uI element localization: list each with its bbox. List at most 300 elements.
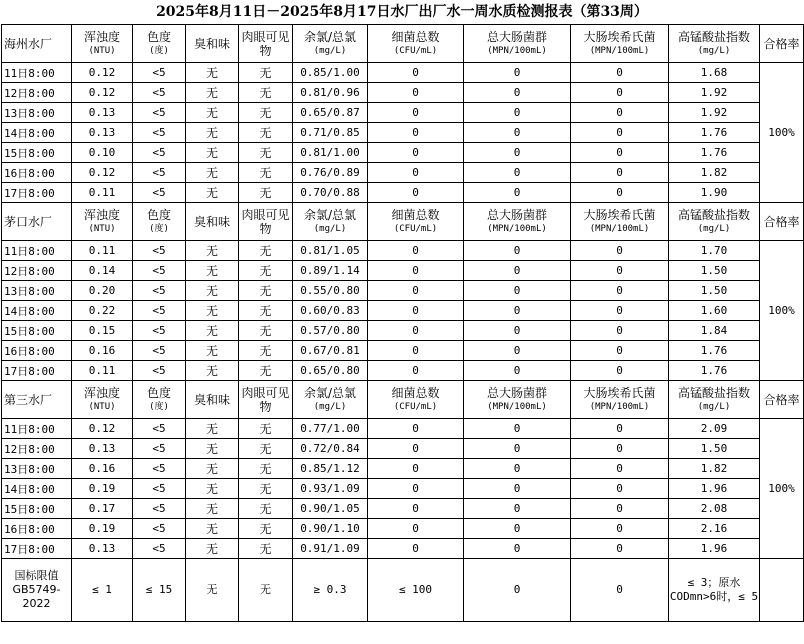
pass-rate-value: 100% — [760, 63, 804, 203]
cell-color: <5 — [133, 459, 186, 479]
table-row — [2, 281, 804, 301]
cell-bacteria: 0 — [368, 459, 464, 479]
table-row — [2, 63, 804, 83]
column-header-label: 臭和味 — [193, 214, 230, 229]
row-date: 13日8:00 — [2, 459, 72, 479]
cell-visible-matter: 无 — [239, 103, 293, 123]
table-row — [2, 163, 804, 183]
cell-bacteria: 0 — [368, 519, 464, 539]
cell-bacteria: 0 — [368, 281, 464, 301]
cell-bacteria: 0 — [368, 241, 464, 261]
cell-e-coli: 0 — [571, 261, 669, 281]
cell-visible-matter: 无 — [239, 261, 293, 281]
cell-color: <5 — [133, 163, 186, 183]
cell-turbidity: 0.11 — [72, 241, 133, 261]
column-header-label: 高锰酸盐指数 — [677, 29, 750, 44]
limit-permanganate: ≤ 3；原水CODmn>6时，≤ 5 — [669, 559, 760, 622]
table-row — [2, 341, 804, 361]
cell-bacteria: 0 — [368, 123, 464, 143]
cell-visible-matter: 无 — [239, 301, 293, 321]
cell-bacteria: 0 — [368, 321, 464, 341]
cell-coliform: 0 — [464, 519, 571, 539]
cell-permanganate: 1.96 — [669, 479, 760, 499]
cell-bacteria: 0 — [368, 499, 464, 519]
column-header-label: 臭和味 — [193, 392, 230, 407]
column-header-unit: (CFU/mL) — [393, 45, 438, 56]
cell-odor: 无 — [186, 103, 239, 123]
table-row — [2, 539, 804, 559]
column-header-label: 总大肠菌群 — [486, 385, 547, 400]
row-date: 15日8:00 — [2, 143, 72, 163]
column-header-label: 总大肠菌群 — [486, 29, 547, 44]
column-header-chlorine — [293, 203, 368, 241]
cell-coliform: 0 — [464, 183, 571, 203]
cell-odor: 无 — [186, 83, 239, 103]
cell-permanganate: 1.82 — [669, 163, 760, 183]
column-header-unit: (MPN/100mL) — [589, 401, 650, 412]
cell-coliform: 0 — [464, 479, 571, 499]
column-header-permanganate — [669, 25, 760, 63]
limit-chlorine: ≥ 0.3 — [293, 559, 368, 622]
column-header-label: 高锰酸盐指数 — [677, 385, 750, 400]
cell-e-coli: 0 — [571, 361, 669, 381]
column-header-label: 大肠埃希氏菌 — [583, 385, 656, 400]
table-row — [2, 459, 804, 479]
row-date: 13日8:00 — [2, 281, 72, 301]
cell-coliform: 0 — [464, 539, 571, 559]
cell-coliform: 0 — [464, 321, 571, 341]
column-header-unit: (MPN/100mL) — [487, 401, 547, 412]
cell-coliform: 0 — [464, 123, 571, 143]
cell-color: <5 — [133, 83, 186, 103]
limit-color: ≤ 15 — [133, 559, 186, 622]
row-date: 15日8:00 — [2, 321, 72, 341]
cell-color: <5 — [133, 499, 186, 519]
cell-bacteria: 0 — [368, 341, 464, 361]
cell-coliform: 0 — [464, 419, 571, 439]
cell-odor: 无 — [186, 539, 239, 559]
column-header-label: 肉眼可见物 — [241, 29, 290, 58]
cell-visible-matter: 无 — [239, 519, 293, 539]
cell-color: <5 — [133, 63, 186, 83]
table-row — [2, 183, 804, 203]
cell-turbidity: 0.12 — [72, 83, 133, 103]
column-header-label: 肉眼可见物 — [241, 207, 290, 236]
table-row — [2, 241, 804, 261]
cell-permanganate: 1.96 — [669, 539, 760, 559]
cell-e-coli: 0 — [571, 143, 669, 163]
cell-visible-matter: 无 — [239, 459, 293, 479]
column-header-unit: (度) — [149, 223, 169, 234]
cell-chlorine: 0.93/1.09 — [293, 479, 368, 499]
cell-visible-matter: 无 — [239, 281, 293, 301]
column-header-odor — [186, 381, 239, 419]
table-row — [2, 123, 804, 143]
cell-permanganate: 1.60 — [669, 301, 760, 321]
cell-e-coli: 0 — [571, 241, 669, 261]
cell-odor: 无 — [186, 301, 239, 321]
column-header-color — [133, 381, 186, 419]
table-row — [2, 301, 804, 321]
cell-color: <5 — [133, 479, 186, 499]
row-date: 14日8:00 — [2, 301, 72, 321]
cell-visible-matter: 无 — [239, 83, 293, 103]
cell-chlorine: 0.90/1.05 — [293, 499, 368, 519]
cell-e-coli: 0 — [571, 103, 669, 123]
row-date: 16日8:00 — [2, 341, 72, 361]
cell-chlorine: 0.89/1.14 — [293, 261, 368, 281]
column-header-e-coli — [571, 25, 669, 63]
cell-coliform: 0 — [464, 301, 571, 321]
column-header-coliform — [464, 203, 571, 241]
column-header-bacteria — [368, 25, 464, 63]
row-date: 16日8:00 — [2, 163, 72, 183]
column-header-coliform — [464, 381, 571, 419]
cell-coliform: 0 — [464, 261, 571, 281]
water-quality-table — [1, 24, 804, 622]
cell-color: <5 — [133, 439, 186, 459]
cell-e-coli: 0 — [571, 183, 669, 203]
cell-odor: 无 — [186, 419, 239, 439]
cell-turbidity: 0.19 — [72, 479, 133, 499]
column-header-label: 细菌总数 — [391, 207, 440, 222]
cell-coliform: 0 — [464, 143, 571, 163]
limit-bacteria: ≤ 100 — [368, 559, 464, 622]
table-row — [2, 143, 804, 163]
cell-turbidity: 0.13 — [72, 123, 133, 143]
column-header-odor — [186, 203, 239, 241]
plant-header-row — [2, 381, 804, 419]
cell-chlorine: 0.90/1.10 — [293, 519, 368, 539]
cell-visible-matter: 无 — [239, 321, 293, 341]
cell-color: <5 — [133, 261, 186, 281]
column-header-chlorine — [293, 25, 368, 63]
cell-coliform: 0 — [464, 361, 571, 381]
column-header-color — [133, 203, 186, 241]
cell-odor: 无 — [186, 499, 239, 519]
column-header-unit: (NTU) — [88, 45, 116, 56]
cell-chlorine: 0.70/0.88 — [293, 183, 368, 203]
cell-color: <5 — [133, 519, 186, 539]
plant-name: 海州水厂 — [2, 25, 72, 63]
table-row — [2, 361, 804, 381]
cell-coliform: 0 — [464, 281, 571, 301]
cell-bacteria: 0 — [368, 83, 464, 103]
plant-name: 茅口水厂 — [2, 203, 72, 241]
cell-visible-matter: 无 — [239, 63, 293, 83]
cell-bacteria: 0 — [368, 183, 464, 203]
cell-e-coli: 0 — [571, 321, 669, 341]
cell-visible-matter: 无 — [239, 361, 293, 381]
cell-odor: 无 — [186, 281, 239, 301]
plant-header-row — [2, 203, 804, 241]
cell-e-coli: 0 — [571, 341, 669, 361]
cell-permanganate: 1.68 — [669, 63, 760, 83]
cell-color: <5 — [133, 419, 186, 439]
column-header-unit: (CFU/mL) — [393, 223, 438, 234]
column-header-unit: (度) — [149, 45, 169, 56]
cell-e-coli: 0 — [571, 63, 669, 83]
row-date: 15日8:00 — [2, 499, 72, 519]
pass-rate-header: 合格率 — [760, 381, 804, 419]
cell-chlorine: 0.65/0.87 — [293, 103, 368, 123]
row-date: 16日8:00 — [2, 519, 72, 539]
cell-turbidity: 0.17 — [72, 499, 133, 519]
limit-odor: 无 — [186, 559, 239, 622]
column-header-turbidity — [72, 25, 133, 63]
cell-odor: 无 — [186, 479, 239, 499]
cell-bacteria: 0 — [368, 361, 464, 381]
cell-odor: 无 — [186, 143, 239, 163]
column-header-label: 余氯/总氯 — [303, 29, 357, 44]
cell-coliform: 0 — [464, 439, 571, 459]
cell-color: <5 — [133, 103, 186, 123]
column-header-label: 细菌总数 — [391, 29, 440, 44]
table-row — [2, 439, 804, 459]
cell-bacteria: 0 — [368, 103, 464, 123]
cell-color: <5 — [133, 143, 186, 163]
cell-turbidity: 0.12 — [72, 63, 133, 83]
cell-color: <5 — [133, 281, 186, 301]
cell-chlorine: 0.85/1.00 — [293, 63, 368, 83]
column-header-label: 余氯/总氯 — [303, 385, 357, 400]
column-header-chlorine — [293, 381, 368, 419]
cell-bacteria: 0 — [368, 539, 464, 559]
cell-chlorine: 0.76/0.89 — [293, 163, 368, 183]
column-header-unit: (度) — [149, 401, 169, 412]
cell-odor: 无 — [186, 241, 239, 261]
limit-pass-rate — [760, 559, 804, 622]
cell-permanganate: 1.76 — [669, 143, 760, 163]
column-header-unit: (mg/L) — [313, 45, 347, 56]
standard-limits-label: 国标限值GB5749-2022 — [2, 559, 72, 622]
column-header-unit: (mg/L) — [697, 223, 731, 234]
cell-odor: 无 — [186, 341, 239, 361]
row-date: 12日8:00 — [2, 83, 72, 103]
plant-name: 第三水厂 — [2, 381, 72, 419]
cell-odor: 无 — [186, 459, 239, 479]
cell-visible-matter: 无 — [239, 143, 293, 163]
cell-bacteria: 0 — [368, 63, 464, 83]
cell-turbidity: 0.16 — [72, 341, 133, 361]
cell-permanganate: 1.50 — [669, 261, 760, 281]
cell-turbidity: 0.12 — [72, 419, 133, 439]
cell-bacteria: 0 — [368, 439, 464, 459]
cell-permanganate: 1.76 — [669, 361, 760, 381]
cell-chlorine: 0.85/1.12 — [293, 459, 368, 479]
row-date: 17日8:00 — [2, 539, 72, 559]
cell-turbidity: 0.13 — [72, 539, 133, 559]
table-row — [2, 519, 804, 539]
pass-rate-value: 100% — [760, 241, 804, 381]
cell-chlorine: 0.81/1.00 — [293, 143, 368, 163]
cell-permanganate: 1.92 — [669, 103, 760, 123]
cell-bacteria: 0 — [368, 479, 464, 499]
cell-e-coli: 0 — [571, 479, 669, 499]
cell-coliform: 0 — [464, 83, 571, 103]
column-header-permanganate — [669, 203, 760, 241]
cell-permanganate: 1.84 — [669, 321, 760, 341]
cell-permanganate: 1.90 — [669, 183, 760, 203]
cell-turbidity: 0.12 — [72, 163, 133, 183]
cell-odor: 无 — [186, 361, 239, 381]
cell-e-coli: 0 — [571, 539, 669, 559]
cell-turbidity: 0.15 — [72, 321, 133, 341]
column-header-unit: (mg/L) — [697, 401, 731, 412]
cell-turbidity: 0.19 — [72, 519, 133, 539]
cell-bacteria: 0 — [368, 163, 464, 183]
cell-e-coli: 0 — [571, 439, 669, 459]
cell-bacteria: 0 — [368, 143, 464, 163]
cell-chlorine: 0.55/0.80 — [293, 281, 368, 301]
row-date: 14日8:00 — [2, 479, 72, 499]
cell-turbidity: 0.13 — [72, 103, 133, 123]
cell-e-coli: 0 — [571, 459, 669, 479]
table-row — [2, 419, 804, 439]
column-header-unit: (MPN/100mL) — [589, 45, 650, 56]
column-header-permanganate — [669, 381, 760, 419]
cell-visible-matter: 无 — [239, 241, 293, 261]
column-header-unit: (MPN/100mL) — [487, 45, 547, 56]
cell-odor: 无 — [186, 261, 239, 281]
cell-coliform: 0 — [464, 163, 571, 183]
cell-turbidity: 0.20 — [72, 281, 133, 301]
cell-chlorine: 0.72/0.84 — [293, 439, 368, 459]
column-header-turbidity — [72, 381, 133, 419]
cell-turbidity: 0.16 — [72, 459, 133, 479]
column-header-visible-matter — [239, 203, 293, 241]
standard-limits-row — [2, 559, 804, 622]
cell-e-coli: 0 — [571, 163, 669, 183]
column-header-label: 高锰酸盐指数 — [677, 207, 750, 222]
table-row — [2, 261, 804, 281]
cell-visible-matter: 无 — [239, 163, 293, 183]
cell-permanganate: 1.92 — [669, 83, 760, 103]
column-header-coliform — [464, 25, 571, 63]
column-header-label: 色度 — [146, 385, 171, 400]
column-header-unit: (MPN/100mL) — [487, 223, 547, 234]
column-header-label: 色度 — [146, 207, 171, 222]
limit-turbidity: ≤ 1 — [72, 559, 133, 622]
column-header-unit: (CFU/mL) — [393, 401, 438, 412]
cell-color: <5 — [133, 183, 186, 203]
row-date: 17日8:00 — [2, 183, 72, 203]
cell-coliform: 0 — [464, 103, 571, 123]
cell-odor: 无 — [186, 439, 239, 459]
cell-turbidity: 0.22 — [72, 301, 133, 321]
cell-e-coli: 0 — [571, 499, 669, 519]
cell-permanganate: 1.76 — [669, 341, 760, 361]
cell-odor: 无 — [186, 519, 239, 539]
column-header-label: 色度 — [146, 29, 171, 44]
column-header-bacteria — [368, 203, 464, 241]
cell-color: <5 — [133, 321, 186, 341]
cell-chlorine: 0.57/0.80 — [293, 321, 368, 341]
cell-color: <5 — [133, 539, 186, 559]
column-header-color — [133, 25, 186, 63]
cell-visible-matter: 无 — [239, 479, 293, 499]
cell-color: <5 — [133, 301, 186, 321]
row-date: 14日8:00 — [2, 123, 72, 143]
cell-permanganate: 1.50 — [669, 281, 760, 301]
cell-e-coli: 0 — [571, 83, 669, 103]
row-date: 17日8:00 — [2, 361, 72, 381]
cell-chlorine: 0.81/1.05 — [293, 241, 368, 261]
plant-header-row — [2, 25, 804, 63]
column-header-label: 大肠埃希氏菌 — [583, 29, 656, 44]
cell-chlorine: 0.71/0.85 — [293, 123, 368, 143]
row-date: 11日8:00 — [2, 419, 72, 439]
cell-permanganate: 2.08 — [669, 499, 760, 519]
limit-visible-matter: 无 — [239, 559, 293, 622]
cell-turbidity: 0.11 — [72, 361, 133, 381]
cell-permanganate: 1.70 — [669, 241, 760, 261]
cell-permanganate: 2.09 — [669, 419, 760, 439]
row-date: 11日8:00 — [2, 241, 72, 261]
row-date: 11日8:00 — [2, 63, 72, 83]
table-row — [2, 479, 804, 499]
table-row — [2, 499, 804, 519]
table-row — [2, 321, 804, 341]
column-header-e-coli — [571, 381, 669, 419]
cell-visible-matter: 无 — [239, 123, 293, 143]
cell-coliform: 0 — [464, 241, 571, 261]
cell-bacteria: 0 — [368, 301, 464, 321]
table-row — [2, 83, 804, 103]
limit-e-coli: 0 — [571, 559, 669, 622]
cell-odor: 无 — [186, 163, 239, 183]
cell-chlorine: 0.81/0.96 — [293, 83, 368, 103]
cell-chlorine: 0.60/0.83 — [293, 301, 368, 321]
column-header-label: 浑浊度 — [83, 29, 120, 44]
cell-visible-matter: 无 — [239, 539, 293, 559]
cell-coliform: 0 — [464, 499, 571, 519]
cell-chlorine: 0.67/0.81 — [293, 341, 368, 361]
cell-permanganate: 2.16 — [669, 519, 760, 539]
cell-coliform: 0 — [464, 341, 571, 361]
cell-turbidity: 0.13 — [72, 439, 133, 459]
cell-e-coli: 0 — [571, 123, 669, 143]
cell-permanganate: 1.82 — [669, 459, 760, 479]
table-row — [2, 103, 804, 123]
cell-visible-matter: 无 — [239, 341, 293, 361]
pass-rate-header: 合格率 — [760, 25, 804, 63]
cell-visible-matter: 无 — [239, 419, 293, 439]
column-header-bacteria — [368, 381, 464, 419]
column-header-label: 肉眼可见物 — [241, 385, 290, 414]
limit-coliform: 0 — [464, 559, 571, 622]
cell-turbidity: 0.10 — [72, 143, 133, 163]
column-header-label: 浑浊度 — [83, 385, 120, 400]
report-title: 2025年8月11日－2025年8月17日水厂出厂水一周水质检测报表（第33周） — [156, 4, 648, 20]
cell-coliform: 0 — [464, 459, 571, 479]
cell-color: <5 — [133, 241, 186, 261]
cell-permanganate: 1.76 — [669, 123, 760, 143]
column-header-turbidity — [72, 203, 133, 241]
cell-odor: 无 — [186, 123, 239, 143]
column-header-label: 臭和味 — [193, 36, 230, 51]
pass-rate-value: 100% — [760, 419, 804, 559]
column-header-label: 细菌总数 — [391, 385, 440, 400]
column-header-unit: (NTU) — [88, 223, 116, 234]
column-header-label: 余氯/总氯 — [303, 207, 357, 222]
cell-chlorine: 0.77/1.00 — [293, 419, 368, 439]
cell-chlorine: 0.65/0.80 — [293, 361, 368, 381]
cell-permanganate: 1.50 — [669, 439, 760, 459]
column-header-label: 浑浊度 — [83, 207, 120, 222]
cell-color: <5 — [133, 361, 186, 381]
cell-odor: 无 — [186, 63, 239, 83]
